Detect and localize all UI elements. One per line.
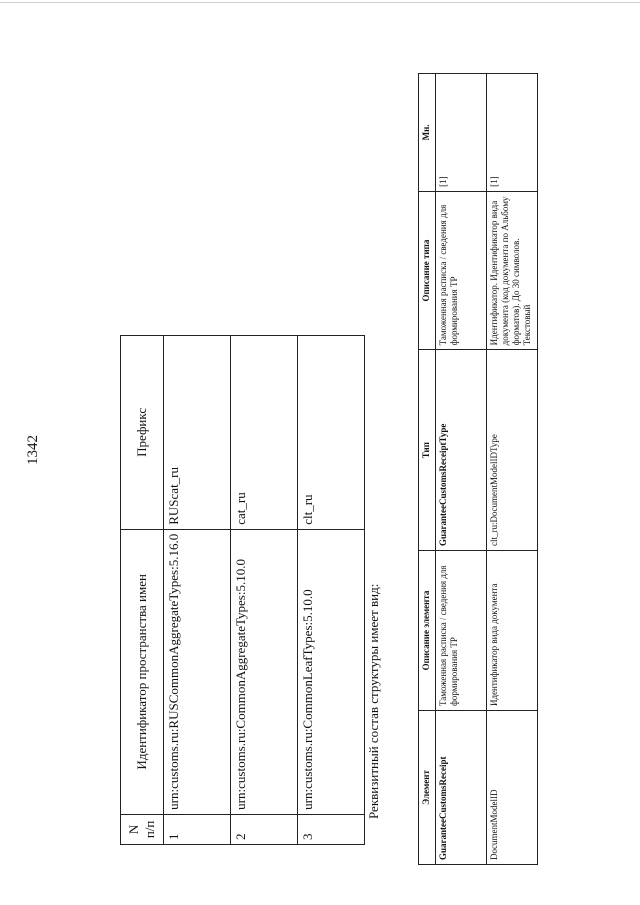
cell-element-desc: Идентификатор вида документа	[487, 550, 538, 710]
cell-multiplicity: [1]	[436, 74, 487, 192]
table-row	[164, 336, 231, 845]
header-element-desc: Описание элемента	[419, 550, 436, 710]
attribute-table	[418, 73, 538, 865]
cell-n: 1	[164, 814, 231, 844]
intro-text: Реквизитный состав структуры имеет вид:	[366, 583, 381, 819]
cell-element-desc: Таможенная расписка / сведения для формирования ТР	[436, 550, 487, 710]
header-n: N п/п	[121, 814, 164, 844]
cell-element: DocumentModelID	[487, 711, 538, 865]
header-multiplicity: Мн.	[419, 74, 436, 192]
header-element: Элемент	[419, 711, 436, 865]
cell-type: clt_ru:DocumentModelIDType	[487, 350, 538, 551]
cell-element: GuaranteeCustomsReceipt	[436, 711, 487, 865]
header-type: Тип	[419, 350, 436, 551]
table-row	[231, 336, 298, 845]
cell-prefix: RUScat_ru	[164, 336, 231, 530]
cell-namespace-id: urn:customs.ru:RUSCommonAggregateTypes:5.16.0	[164, 529, 231, 814]
header-type-desc: Описание типа	[419, 191, 436, 350]
cell-multiplicity: [1]	[487, 74, 538, 192]
cell-type-desc: Таможенная расписка / сведения для формирования ТР	[436, 191, 487, 350]
cell-prefix: cat_ru	[231, 336, 298, 530]
cell-type-desc: Идентификатор. Идентификатор вида документа (код документа по Альбому форматов). До 30 символов. Текстовый	[487, 191, 538, 350]
header-prefix: Префикс	[121, 336, 164, 530]
table-header-row	[121, 336, 164, 845]
table-row	[436, 74, 487, 865]
cell-type: GuaranteeCustomsReceiptType	[436, 350, 487, 551]
cell-n: 3	[298, 814, 365, 844]
table-row	[298, 336, 365, 845]
cell-namespace-id: urn:customs.ru:CommonLeafTypes:5.10.0	[298, 529, 365, 814]
table-row	[487, 74, 538, 865]
cell-prefix: clt_ru	[298, 336, 365, 530]
namespace-table	[120, 335, 365, 845]
cell-n: 2	[231, 814, 298, 844]
cell-namespace-id: urn:customs.ru:CommonAggregateTypes:5.10.0	[231, 529, 298, 814]
header-namespace-id: Идентификатор пространства имен	[121, 529, 164, 814]
table-header-row	[419, 74, 436, 865]
page-number: 1342	[25, 435, 41, 465]
